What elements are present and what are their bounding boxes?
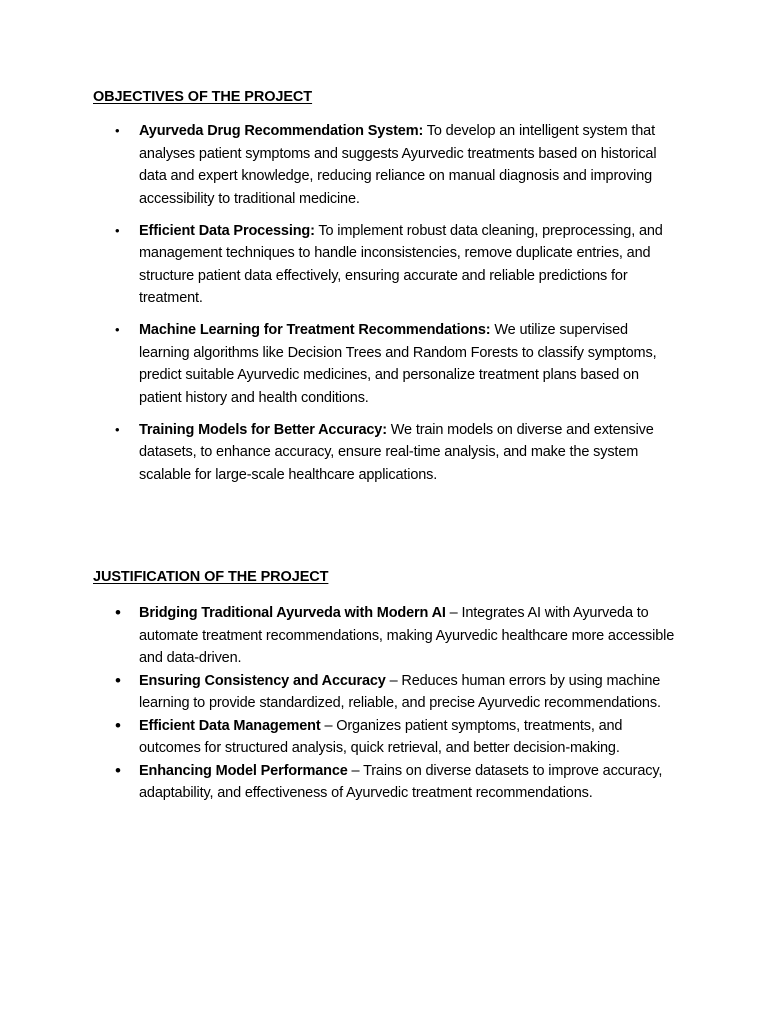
objective-title: Efficient Data Processing: <box>139 222 315 239</box>
objective-item <box>115 419 679 487</box>
objective-title: Machine Learning for Treatment Recommendations: <box>139 322 491 338</box>
justification-title: Bridging Traditional Ayurveda with Modern AI <box>139 605 446 621</box>
justification-item <box>115 760 679 805</box>
objectives-list <box>115 120 679 496</box>
objective-title: Ayurveda Drug Recommendation System: <box>139 123 424 139</box>
justification-item <box>115 670 679 715</box>
objective-text: To implement robust data cleaning, preprocessing, and management techniques to handle inconsistencies, remove duplicate entries, and structure patient data effectively, ensuring accurate and reliable predictions for treatment. <box>139 222 663 306</box>
objective-text: To develop an intelligent system that analyses patient symptoms and suggests Ayurvedic treatments based on historical data and expert knowledge, reducing reliance on manual diagnosis and improving accessibility to traditional medicine. <box>139 123 657 207</box>
bullet-icon: • <box>115 123 120 138</box>
bullet-icon: • <box>115 715 121 735</box>
bullet-icon: • <box>115 222 120 238</box>
justification-heading: JUSTIFICATION OF THE PROJECT <box>93 569 329 585</box>
justification-item <box>115 602 679 670</box>
justification-list <box>115 602 679 805</box>
objective-title: Training Models for Better Accuracy: <box>139 421 387 438</box>
objective-item <box>115 319 679 409</box>
bullet-icon: • <box>115 670 121 690</box>
bullet-icon: • <box>115 322 120 337</box>
justification-text: – Organizes patient symptoms, treatments, and outcomes for structured analysis, quick retrieval, and better decision-making. <box>139 717 623 756</box>
bullet-icon: • <box>115 421 120 437</box>
justification-title: Efficient Data Management <box>139 717 321 734</box>
justification-item <box>115 715 679 760</box>
bullet-icon: • <box>115 603 121 622</box>
justification-text: – Reduces human errors by using machine learning to provide standardized, reliable, and precise Ayurvedic recommendations. <box>139 672 661 711</box>
bullet-icon: • <box>115 760 121 780</box>
objective-text: We train models on diverse and extensive datasets, to enhance accuracy, ensure real-time analysis, and make the system scalable for large-scale healthcare applications. <box>139 421 654 483</box>
justification-title: Enhancing Model Performance <box>139 762 348 779</box>
objective-text: We utilize supervised learning algorithms like Decision Trees and Random Forests to classify symptoms, predict suitable Ayurvedic medicines, and personalize treatment plans based on patient history and health conditions. <box>139 322 657 406</box>
justification-text: – Trains on diverse datasets to improve accuracy, adaptability, and effectiveness of Ayurvedic treatment recommendations. <box>139 762 663 801</box>
justification-text: – Integrates AI with Ayurveda to automate treatment recommendations, making Ayurvedic healthcare more accessible and data-driven. <box>139 605 675 666</box>
objective-item <box>115 120 679 210</box>
objective-item <box>115 220 679 310</box>
objectives-heading: OBJECTIVES OF THE PROJECT <box>93 89 313 105</box>
justification-title: Ensuring Consistency and Accuracy <box>139 672 386 689</box>
